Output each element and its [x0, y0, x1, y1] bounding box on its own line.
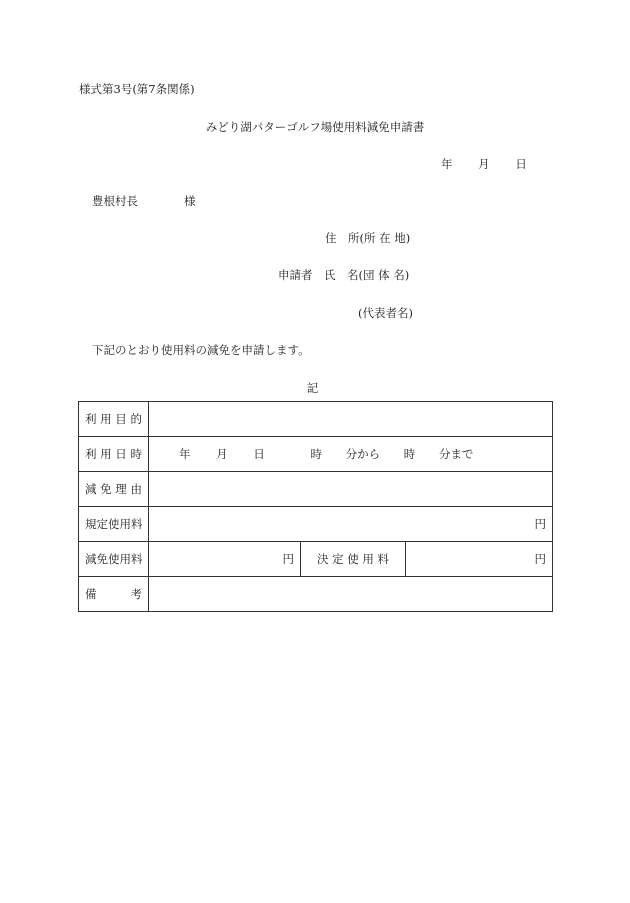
date-line: [441, 156, 527, 172]
reduced-fee-unit: 円: [282, 552, 294, 566]
reduced-fee-label: 減免使用料: [79, 542, 149, 577]
table-row: [79, 577, 553, 612]
representative-label: (代表者名): [358, 306, 413, 320]
table-row: [79, 542, 553, 577]
decided-fee-label: 決 定 使 用 料: [301, 542, 406, 577]
address-label: 住 所(所 在 地): [325, 231, 411, 245]
reduced-fee-field[interactable]: [149, 542, 301, 577]
date-day: 日: [515, 157, 527, 171]
purpose-field[interactable]: [149, 402, 553, 437]
datetime-label: 利 用 日 時: [79, 437, 149, 472]
form-number: 様式第3号(第7条関係): [79, 82, 195, 96]
addressee-honorific: 様: [184, 194, 196, 208]
dt-hour: 時: [310, 447, 322, 461]
datetime-field[interactable]: [149, 437, 553, 472]
table-row: [79, 507, 553, 542]
application-table: [78, 401, 553, 612]
remarks-label-2: 考: [130, 587, 142, 601]
date-year: 年: [441, 157, 453, 171]
remarks-field[interactable]: [149, 577, 553, 612]
applicant-name-label: 申請者 氏 名(団 体 名): [278, 268, 410, 282]
addressee-name: 豊根村長: [92, 194, 138, 208]
remarks-label: [79, 577, 149, 612]
addressee: [92, 193, 196, 209]
dt-minute-to: 分まで: [438, 447, 474, 461]
table-row: [79, 437, 553, 472]
ki-heading: 記: [306, 381, 319, 395]
dt-day: 日: [253, 447, 265, 461]
standard-fee-field[interactable]: [149, 507, 553, 542]
table-row: [79, 402, 553, 437]
application-statement: 下記のとおり使用料の減免を申請します。: [92, 343, 310, 357]
decided-fee-field[interactable]: [406, 542, 553, 577]
page-title: みどり湖パターゴルフ場使用料減免申請書: [205, 120, 425, 134]
reason-field[interactable]: [149, 472, 553, 507]
table-row: [79, 472, 553, 507]
dt-minute-from: 分から: [345, 447, 381, 461]
date-month: 月: [478, 157, 490, 171]
reason-label: 減 免 理 由: [79, 472, 149, 507]
standard-fee-unit: 円: [534, 517, 547, 531]
remarks-label-1: 備: [85, 587, 97, 601]
purpose-label: 利 用 目 的: [79, 402, 149, 437]
decided-fee-unit: 円: [534, 552, 547, 566]
dt-hour-to: 時: [403, 447, 416, 461]
dt-month: 月: [216, 447, 228, 461]
standard-fee-label: 規定使用料: [79, 507, 149, 542]
dt-year: 年: [179, 447, 191, 461]
